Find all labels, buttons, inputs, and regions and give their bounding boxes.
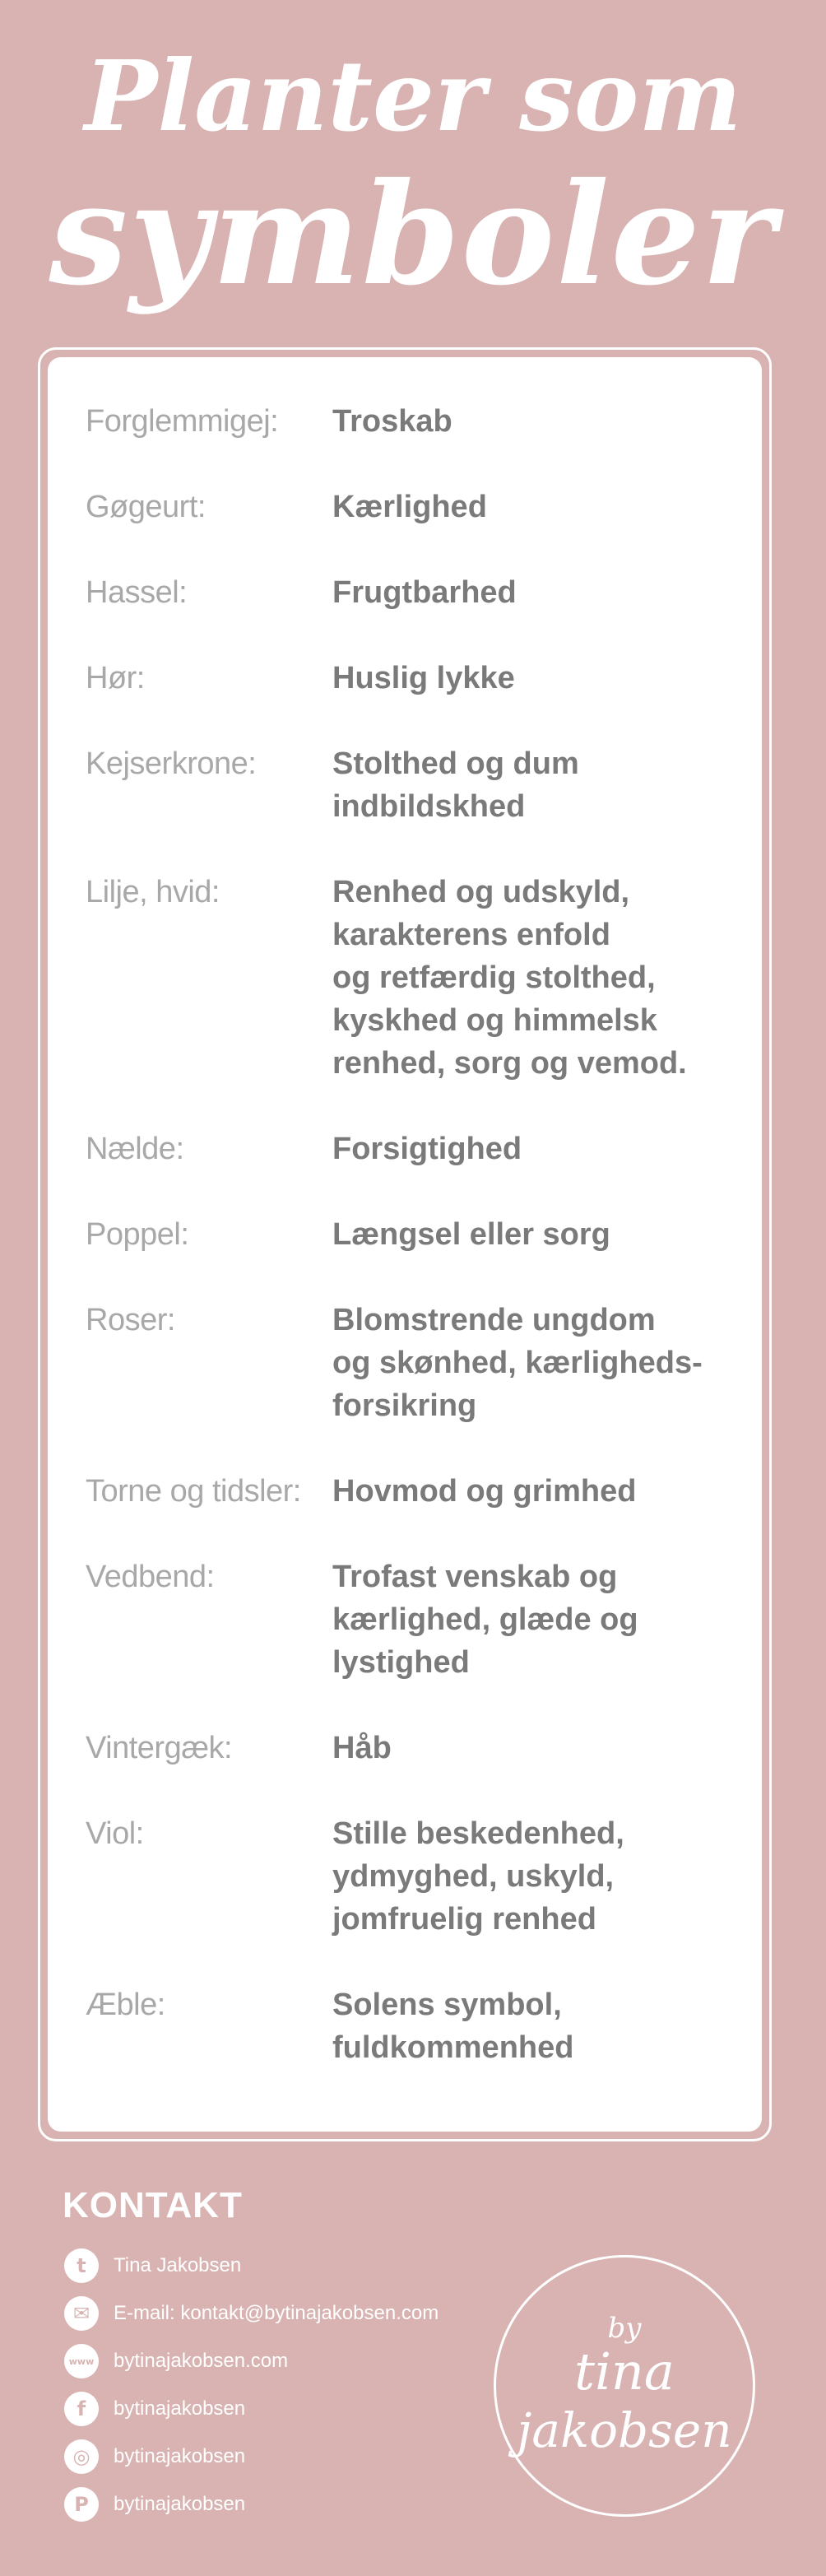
email-icon: ✉ (64, 2296, 99, 2331)
list-item (86, 1470, 744, 1513)
plant-meaning: Trofast venskab og kærlighed, glæde og lystighed (332, 1560, 638, 1680)
list-item (86, 1213, 744, 1256)
badge-by-text: by (607, 2312, 642, 2345)
plant-name: Viol: (86, 1816, 144, 1851)
plant-meaning: Kærlighed (332, 490, 487, 524)
list-item (86, 1555, 744, 1684)
brand-logo-badge (494, 2255, 755, 2517)
plant-name: Poppel: (86, 1217, 189, 1252)
plant-name: Torne og tidsler: (86, 1474, 301, 1509)
plant-meaning: Blomstrende ungdom og skønhed, kærligheds- forsikring (332, 1303, 703, 1423)
plant-name: Vintergæk: (86, 1731, 233, 1765)
plant-meaning: Stolthed og dum indbildskhed (332, 746, 579, 824)
contact-instagram-item[interactable] (64, 2439, 439, 2474)
list-item (86, 400, 744, 443)
list-item (86, 486, 744, 528)
plant-meaning: Stille beskedenhed, ydmyghed, uskyld, jomfruelig renhed (332, 1816, 624, 1937)
contact-name: Tina Jakobsen (114, 2254, 242, 2276)
plant-meaning: Frugtbarhed (332, 575, 517, 610)
contact-instagram-link[interactable]: bytinajakobsen (114, 2445, 246, 2467)
contact-facebook-link[interactable]: bytinajakobsen (114, 2397, 246, 2420)
badge-first-name: tina (574, 2341, 675, 2402)
plant-meaning: Hovmod og grimhed (332, 1474, 637, 1509)
list-item (86, 1299, 744, 1427)
plant-meaning: Håb (332, 1731, 392, 1765)
contact-pinterest-link[interactable]: bytinajakobsen (114, 2493, 246, 2515)
list-item (86, 571, 744, 614)
plant-meaning: Længsel eller sorg (332, 1217, 610, 1252)
title-line-1: Planter som (84, 39, 742, 153)
plant-name: Nælde: (86, 1132, 184, 1166)
plant-name: Æble: (86, 1988, 165, 2022)
plant-name: Vedbend: (86, 1560, 215, 1594)
list-item (86, 1983, 744, 2069)
website-icon: www (64, 2344, 99, 2378)
plant-meaning: Renhed og udskyld, karakterens enfold og retfærdig stolthed, kyskhed og himmelsk renhed, sorg og vemod. (332, 875, 687, 1081)
plant-meaning: Troskab (332, 404, 452, 439)
contact-name-item (64, 2248, 439, 2283)
plant-symbol-list (86, 400, 744, 2112)
instagram-icon: ◎ (64, 2439, 99, 2474)
plant-name: Roser: (86, 1303, 175, 1337)
plant-name: Gøgeurt: (86, 490, 206, 524)
list-item (86, 871, 744, 1085)
plant-name: Hassel: (86, 575, 188, 610)
plant-meaning: Solens symbol, fuldkommenhed (332, 1988, 574, 2065)
t-logo-icon: t (64, 2248, 99, 2283)
plant-meaning: Huslig lykke (332, 661, 515, 695)
contact-heading: KONTAKT (63, 2185, 243, 2225)
pinterest-icon: P (64, 2487, 99, 2522)
list-item (86, 1128, 744, 1170)
contact-facebook-item[interactable] (64, 2392, 439, 2426)
list-item (86, 1727, 744, 1769)
list-item (86, 742, 744, 828)
contact-list (64, 2248, 439, 2535)
contact-email-item[interactable] (64, 2296, 439, 2331)
plant-name: Forglemmigej: (86, 404, 279, 439)
list-item (86, 657, 744, 700)
plant-name: Lilje, hvid: (86, 875, 220, 909)
contact-pinterest-item[interactable] (64, 2487, 439, 2522)
plant-meaning: Forsigtighed (332, 1132, 522, 1166)
title-line-2: symboler (49, 152, 777, 317)
contact-email-link[interactable]: E-mail: kontakt@bytinajakobsen.com (114, 2302, 439, 2324)
contact-website-item[interactable] (64, 2344, 439, 2378)
facebook-icon: f (64, 2392, 99, 2426)
badge-last-name: jakobsen (517, 2402, 732, 2458)
list-item (86, 1812, 744, 1941)
plant-name: Hør: (86, 661, 145, 695)
plant-name: Kejserkrone: (86, 746, 257, 781)
contact-website-link[interactable]: bytinajakobsen.com (114, 2350, 289, 2372)
